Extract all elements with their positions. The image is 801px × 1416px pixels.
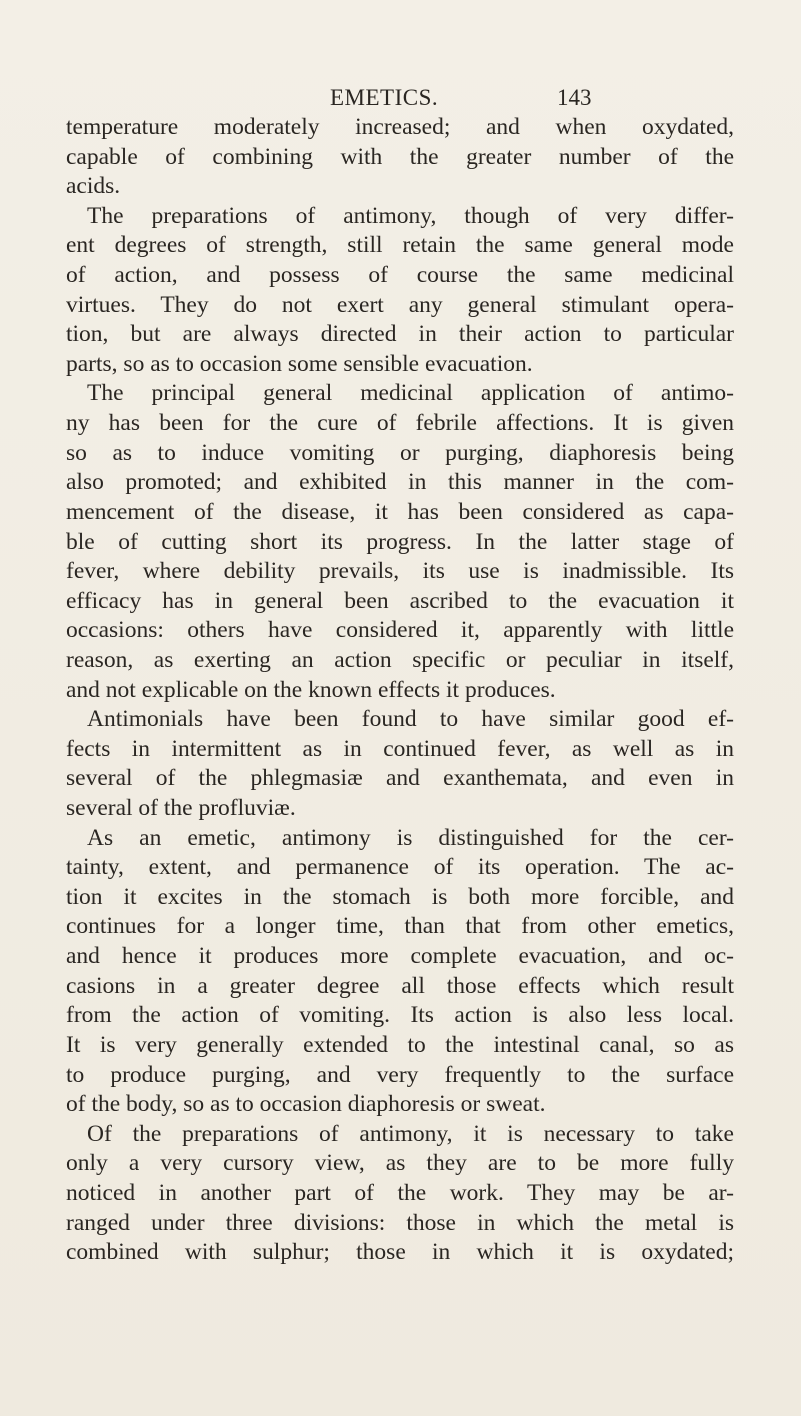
text-line: ble of cutting short its progress. In the latter stage of	[66, 528, 734, 555]
text-line: from the action of vomiting. Its action is also less local.	[66, 1002, 734, 1029]
text-line: of the body, so as to occasion diaphoresis or sweat.	[66, 1091, 546, 1118]
text-line: temperature moderately increased; and when oxydated,	[66, 114, 734, 140]
text-line: several of the profluviæ.	[66, 795, 296, 822]
text-line: The preparations of antimony, though of very differ-	[87, 202, 734, 229]
text-line: ent degrees of strength, still retain the same general mode	[66, 232, 734, 259]
page-number: 143	[557, 85, 592, 110]
text-line: noticed in another part of the work. They may be ar-	[66, 1179, 734, 1206]
text-line: fever, where debility prevails, its use is inadmissible. Its	[66, 558, 734, 585]
text-line: It is very generally extended to the intestinal canal, so as	[66, 1031, 734, 1058]
running-head: EMETICS.	[330, 85, 439, 110]
text-line: capable of combining with the greater number of the	[66, 143, 734, 170]
text-line: several of the phlegmasiæ and exanthemata, and even in	[66, 765, 734, 792]
text-line: Of the preparations of antimony, it is necessary to take	[87, 1120, 734, 1147]
text-line: tion it excites in the stomach is both more forcible, and	[66, 883, 734, 910]
text-line: combined with sulphur; those in which it is oxydated;	[66, 1239, 734, 1266]
text-line: also promoted; and exhibited in this manner in the com-	[66, 469, 734, 496]
text-line: only a very cursory view, as they are to be more fully	[66, 1150, 734, 1177]
page-header	[0, 84, 801, 114]
text-line: virtues. They do not exert any general stimulant opera-	[66, 291, 734, 318]
text-line: efficacy has in general been ascribed to the evacuation it	[66, 587, 734, 614]
text-line: As an emetic, antimony is distinguished for the cer-	[87, 824, 734, 851]
text-line: reason, as exerting an action specific or peculiar in itself,	[66, 646, 734, 673]
text-line: acids.	[66, 173, 121, 200]
text-line: ranged under three divisions: those in which the metal is	[66, 1209, 734, 1236]
text-line: and hence it produces more complete evacuation, and oc-	[66, 943, 734, 970]
text-line: fects in intermittent as in continued fever, as well as in	[66, 735, 734, 762]
text-line: of action, and possess of course the same medicinal	[66, 262, 734, 289]
text-line: tainty, extent, and permanence of its operation. The ac-	[66, 854, 734, 881]
text-line: mencement of the disease, it has been considered as capa-	[66, 498, 734, 525]
text-line: continues for a longer time, than that from other emetics,	[66, 913, 734, 940]
text-line: ny has been for the cure of febrile affections. It is given	[66, 410, 734, 437]
text-line: The principal general medicinal application of antimo-	[87, 380, 734, 407]
text-line: occasions: others have considered it, apparently with little	[66, 617, 734, 644]
text-line: to produce purging, and very frequently to the surface	[66, 1061, 734, 1088]
text-line: casions in a greater degree all those effects which result	[66, 972, 734, 999]
text-line: Antimonials have been found to have similar good ef-	[87, 706, 734, 733]
body-text	[66, 113, 734, 1268]
text-line: parts, so as to occasion some sensible evacuation.	[66, 350, 533, 377]
text-line: and not explicable on the known effects it produces.	[66, 676, 556, 703]
text-line: so as to induce vomiting or purging, diaphoresis being	[66, 439, 734, 466]
text-line: tion, but are always directed in their action to particular	[66, 321, 734, 348]
